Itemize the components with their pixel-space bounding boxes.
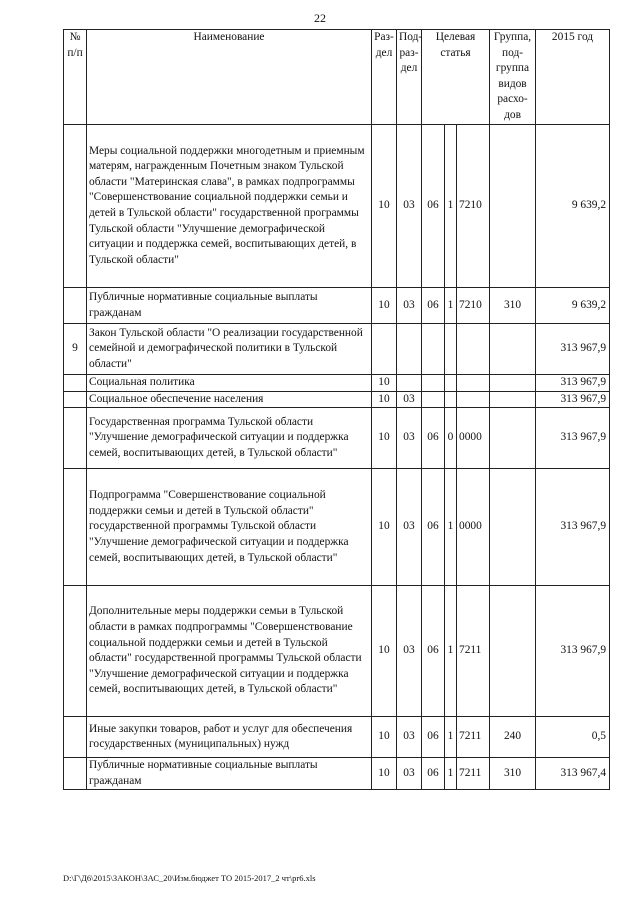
row-target-direction: 7210: [457, 288, 490, 324]
table-header-row: [64, 30, 610, 125]
row-target-program: 06: [422, 408, 445, 469]
row-number: [64, 586, 87, 717]
row-name: Дополнительные меры поддержки семьи в Тульской области в рамках подпрограммы "Совершенствование социальной поддержки семьи и детей в Тульской области" государственной программы Тульской области "Улучшение демографической ситуации и поддержка семей, воспитывающих детей, в Тульской области": [87, 586, 372, 717]
row-name: Социальная политика: [87, 375, 372, 392]
row-expense-group: [490, 469, 536, 586]
row-target-direction: 0000: [457, 408, 490, 469]
row-name: Закон Тульской области "О реализации государственной семейной и демографической политики в Тульской области": [87, 324, 372, 375]
row-target-program: 06: [422, 469, 445, 586]
row-number: [64, 758, 87, 790]
row-number: [64, 288, 87, 324]
row-target-subprogram: 1: [445, 758, 457, 790]
row-expense-group: [490, 375, 536, 392]
table-row: [64, 125, 610, 288]
row-expense-group: 310: [490, 288, 536, 324]
row-target-direction: [457, 375, 490, 392]
table-row: [64, 288, 610, 324]
row-amount: 313 967,9: [536, 469, 610, 586]
row-razdel: 10: [372, 717, 397, 758]
row-expense-group: 240: [490, 717, 536, 758]
row-target-direction: [457, 391, 490, 408]
row-number: [64, 469, 87, 586]
row-name: Публичные нормативные социальные выплаты гражданам: [87, 758, 372, 790]
table-row: [64, 586, 610, 717]
row-name: Подпрограмма "Совершенствование социальной поддержки семьи и детей в Тульской области" государственной программы Тульской области "Улучшение демографической ситуации и поддержка семей, воспитывающих детей, в Тульской области": [87, 469, 372, 586]
row-name: Социальное обеспечение населения: [87, 391, 372, 408]
row-razdel: 10: [372, 391, 397, 408]
row-podrazdel: 03: [397, 408, 422, 469]
row-podrazdel: 03: [397, 391, 422, 408]
table-row: [64, 469, 610, 586]
row-podrazdel: [397, 375, 422, 392]
page-number: 22: [314, 11, 326, 25]
row-number: 9: [64, 324, 87, 375]
row-razdel: 10: [372, 469, 397, 586]
header-target: Целевая статья: [422, 30, 490, 125]
table-row: [64, 758, 610, 790]
row-target-subprogram: 1: [445, 288, 457, 324]
row-expense-group: [490, 408, 536, 469]
table-body: [64, 125, 610, 790]
row-amount: 313 967,9: [536, 375, 610, 392]
row-target-subprogram: 0: [445, 408, 457, 469]
row-razdel: 10: [372, 125, 397, 288]
row-podrazdel: 03: [397, 717, 422, 758]
table-row: [64, 408, 610, 469]
row-target-direction: [457, 324, 490, 375]
row-target-program: 06: [422, 717, 445, 758]
row-target-subprogram: 1: [445, 717, 457, 758]
row-razdel: [372, 324, 397, 375]
header-year: 2015 год: [536, 30, 610, 125]
table-row: [64, 375, 610, 392]
table-row: [64, 324, 610, 375]
budget-table: [63, 29, 610, 790]
row-razdel: 10: [372, 758, 397, 790]
row-target-direction: 7211: [457, 758, 490, 790]
row-target-subprogram: 1: [445, 586, 457, 717]
row-number: [64, 717, 87, 758]
row-target-program: 06: [422, 758, 445, 790]
row-amount: 313 967,9: [536, 391, 610, 408]
row-name: Меры социальной поддержки многодетным и приемным матерям, награжденным Почетным знаком Тульской области "Материнская слава", в рамках подпрограммы "Совершенствование социальной поддержки семьи и детей в Тульской области" государственной программы Тульской области "Улучшение демографической ситуации и поддержка семей, воспитывающих детей, в Тульской области": [87, 125, 372, 288]
row-number: [64, 125, 87, 288]
row-expense-group: [490, 391, 536, 408]
row-podrazdel: 03: [397, 125, 422, 288]
row-target-direction: 0000: [457, 469, 490, 586]
row-target-direction: 7211: [457, 586, 490, 717]
row-podrazdel: 03: [397, 758, 422, 790]
row-name: Государственная программа Тульской области "Улучшение демографической ситуации и поддержка семей, воспитывающих детей, в Тульской области": [87, 408, 372, 469]
row-podrazdel: 03: [397, 288, 422, 324]
row-target-program: [422, 375, 445, 392]
row-amount: 313 967,9: [536, 586, 610, 717]
row-razdel: 10: [372, 288, 397, 324]
row-razdel: 10: [372, 375, 397, 392]
row-target-subprogram: [445, 391, 457, 408]
row-target-subprogram: [445, 375, 457, 392]
header-num: № п/п: [64, 30, 87, 125]
row-razdel: 10: [372, 408, 397, 469]
header-podrazdel: Под- раз- дел: [397, 30, 422, 125]
row-name: Иные закупки товаров, работ и услуг для обеспечения государственных (муниципальных) нужд: [87, 717, 372, 758]
row-target-subprogram: [445, 324, 457, 375]
row-target-program: [422, 391, 445, 408]
row-podrazdel: [397, 324, 422, 375]
row-amount: 313 967,4: [536, 758, 610, 790]
row-podrazdel: 03: [397, 469, 422, 586]
header-group: Группа, под- группа видов расхо- дов: [490, 30, 536, 125]
header-name: Наименование: [87, 30, 372, 125]
row-podrazdel: 03: [397, 586, 422, 717]
row-amount: 9 639,2: [536, 288, 610, 324]
row-target-direction: 7211: [457, 717, 490, 758]
row-number: [64, 408, 87, 469]
row-target-direction: 7210: [457, 125, 490, 288]
row-target-program: [422, 324, 445, 375]
row-expense-group: [490, 324, 536, 375]
footer-file-path: D:\Г\Д6\2015\ЗАКОН\ЗАС_20\Изм.бюджет ТО 2015-2017_2 чт\pr6.xls: [63, 873, 316, 883]
row-amount: 9 639,2: [536, 125, 610, 288]
table-row: [64, 391, 610, 408]
row-target-program: 06: [422, 586, 445, 717]
row-expense-group: 310: [490, 758, 536, 790]
row-amount: 313 967,9: [536, 408, 610, 469]
row-number: [64, 375, 87, 392]
row-expense-group: [490, 586, 536, 717]
row-amount: 0,5: [536, 717, 610, 758]
row-target-subprogram: 1: [445, 125, 457, 288]
row-target-program: 06: [422, 288, 445, 324]
table-row: [64, 717, 610, 758]
row-target-subprogram: 1: [445, 469, 457, 586]
row-expense-group: [490, 125, 536, 288]
row-amount: 313 967,9: [536, 324, 610, 375]
row-name: Публичные нормативные социальные выплаты гражданам: [87, 288, 372, 324]
row-target-program: 06: [422, 125, 445, 288]
header-razdel: Раз- дел: [372, 30, 397, 125]
row-razdel: 10: [372, 586, 397, 717]
row-number: [64, 391, 87, 408]
